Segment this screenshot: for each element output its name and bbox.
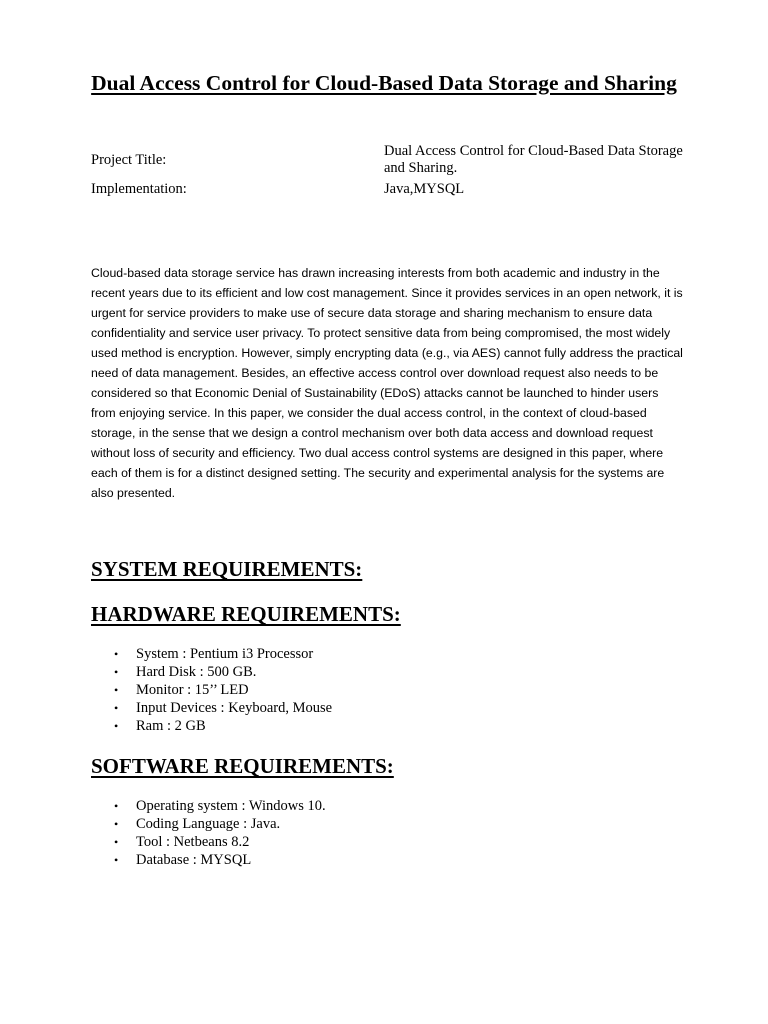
list-item (91, 645, 332, 663)
bullet-icon: • (114, 835, 119, 849)
hardware-requirements-list (91, 645, 332, 735)
list-item-text: Input Devices : Keyboard, Mouse (136, 700, 333, 716)
list-item-text: Coding Language : Java. (136, 816, 281, 832)
bullet-icon: • (114, 799, 119, 813)
list-item (91, 699, 332, 717)
meta-label: Project Title: (91, 152, 167, 168)
list-item (91, 815, 326, 833)
list-item (91, 833, 326, 851)
bullet-icon: • (114, 701, 119, 715)
meta-value: Java,MYSQL (384, 181, 465, 197)
list-item-text: Operating system : Windows 10. (136, 798, 326, 814)
list-item-text: Database : MYSQL (136, 852, 252, 868)
hardware-requirements-heading: HARDWARE REQUIREMENTS: (91, 602, 401, 626)
bullet-icon: • (114, 647, 119, 661)
document-title: Dual Access Control for Cloud-Based Data Storage and Sharing (91, 71, 677, 95)
list-item (91, 851, 326, 869)
abstract-paragraph: Cloud-based data storage service has drawn increasing interests from both academic and industry in the recent years due to its efficient and low cost management. Since it provides services in an open network, it is urgent for service providers to make use of secure data storage and sharing mechanism to ensure data confidentiality and service user privacy. To protect sensitive data from being compromised, the most widely used method is encryption. However, simply encrypting data (e.g., via AES) cannot fully address the practical need of data management. Besides, an effective access control over download request also needs to be considered so that Economic Denial of Sustainability (EDoS) attacks cannot be launched to hinder users from enjoying service. In this paper, we consider the dual access control, in the context of cloud-based storage, in the sense that we design a control mechanism over both data access and download request without loss of security and efficiency. Two dual access control systems are designed in this paper, where each of them is for a distinct designed setting. The security and experimental analysis for the systems are also presented. (91, 266, 683, 500)
list-item (91, 717, 332, 735)
software-requirements-heading: SOFTWARE REQUIREMENTS: (91, 754, 394, 778)
system-requirements-heading: SYSTEM REQUIREMENTS: (91, 557, 363, 581)
bullet-icon: • (114, 817, 119, 831)
list-item-text: Hard Disk : 500 GB. (136, 664, 257, 680)
list-item-text: Monitor : 15’’ LED (136, 682, 249, 698)
list-item (91, 681, 332, 699)
list-item (91, 797, 326, 815)
list-item (91, 663, 332, 681)
bullet-icon: • (114, 683, 119, 697)
bullet-icon: • (114, 719, 119, 733)
bullet-icon: • (114, 665, 119, 679)
list-item-text: Ram : 2 GB (136, 718, 206, 734)
software-requirements-list (91, 797, 326, 869)
meta-label: Implementation: (91, 181, 187, 197)
list-item-text: Tool : Netbeans 8.2 (136, 834, 250, 850)
meta-value: Dual Access Control for Cloud-Based Data Storage and Sharing. (384, 143, 683, 176)
list-item-text: System : Pentium i3 Processor (136, 646, 314, 662)
bullet-icon: • (114, 853, 119, 867)
